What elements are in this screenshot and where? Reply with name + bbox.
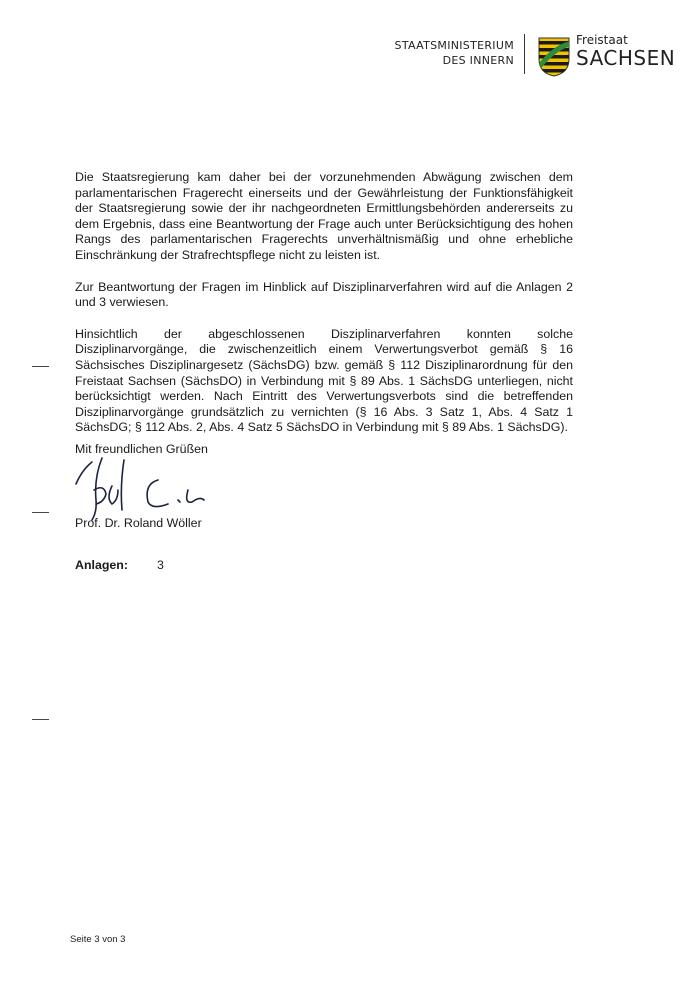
- signer-name: Prof. Dr. Roland Wöller: [75, 516, 202, 530]
- ministry-line-2: DES INNERN: [442, 54, 514, 67]
- saxony-coat-of-arms-icon: [538, 37, 570, 77]
- brand-freistaat: Freistaat: [576, 33, 628, 47]
- closing-greeting: Mit freundlichen Grüßen: [75, 442, 208, 456]
- ministry-line-1: STAATSMINISTERIUM: [394, 39, 514, 52]
- attachments-count: 3: [157, 558, 164, 572]
- fold-mark-bottom: [32, 719, 49, 720]
- ministry-name: [395, 38, 514, 68]
- paragraph-attachments-reference: Zur Beantwortung der Fragen im Hinblick auf Disziplinarverfahren wird auf die Anlagen 2 und 3 verwiesen.: [75, 279, 573, 310]
- page-number: Seite 3 von 3: [70, 934, 126, 945]
- paragraph-disciplinary: Hinsichtlich der abgeschlossenen Disziplinarverfahren konnten solche Disziplinarvorgänge, die zwischenzeitlich einem Verwertungsverbot gemäß § 16 Sächsisches Disziplinargesetz (SächsDG) bzw. gemäß § 112 Disziplinarordnung für den Freistaat Sachsen (SächsDO) in Verbindung mit § 89 Abs. 1 SächsDG unterliegen, nicht berücksichtigt werden. Nach Eintritt des Verwertungsverbots sind die betreffenden Disziplinarvorgänge grundsätzlich zu vernichten (§ 16 Abs. 3 Satz 1, Abs. 4 Satz 1 SächsDG; § 112 Abs. 2, Abs. 4 Satz 5 SächsDO in Verbindung mit § 89 Abs. 1 SächsDG).: [75, 326, 573, 435]
- attachments-label: Anlagen:: [75, 558, 129, 572]
- attachments: [75, 558, 164, 572]
- fold-mark-top: [32, 366, 49, 367]
- header-divider: [524, 34, 525, 74]
- letter-body: [75, 170, 573, 452]
- paragraph-weighing: Die Staatsregierung kam daher bei der vorzunehmenden Abwägung zwischen dem parlamentarischen Fragerecht einerseits und der Gewährleistung der Funktionsfähigkeit der Staatsregierung sowie der ihr nachgeordneten Ermittlungsbehörden andererseits zu dem Ergebnis, dass eine Beantwortung der Frage auch unter Berücksichtigung des hohen Rangs des parlamentarischen Fragerechts unverhältnismäßig und ohne erhebliche Einschränkung der Strafrechtspflege nicht zu leisten ist.: [75, 170, 573, 262]
- brand-sachsen: SACHSEN: [576, 46, 676, 70]
- punch-mark: [32, 512, 49, 513]
- brand-logo: [576, 33, 675, 69]
